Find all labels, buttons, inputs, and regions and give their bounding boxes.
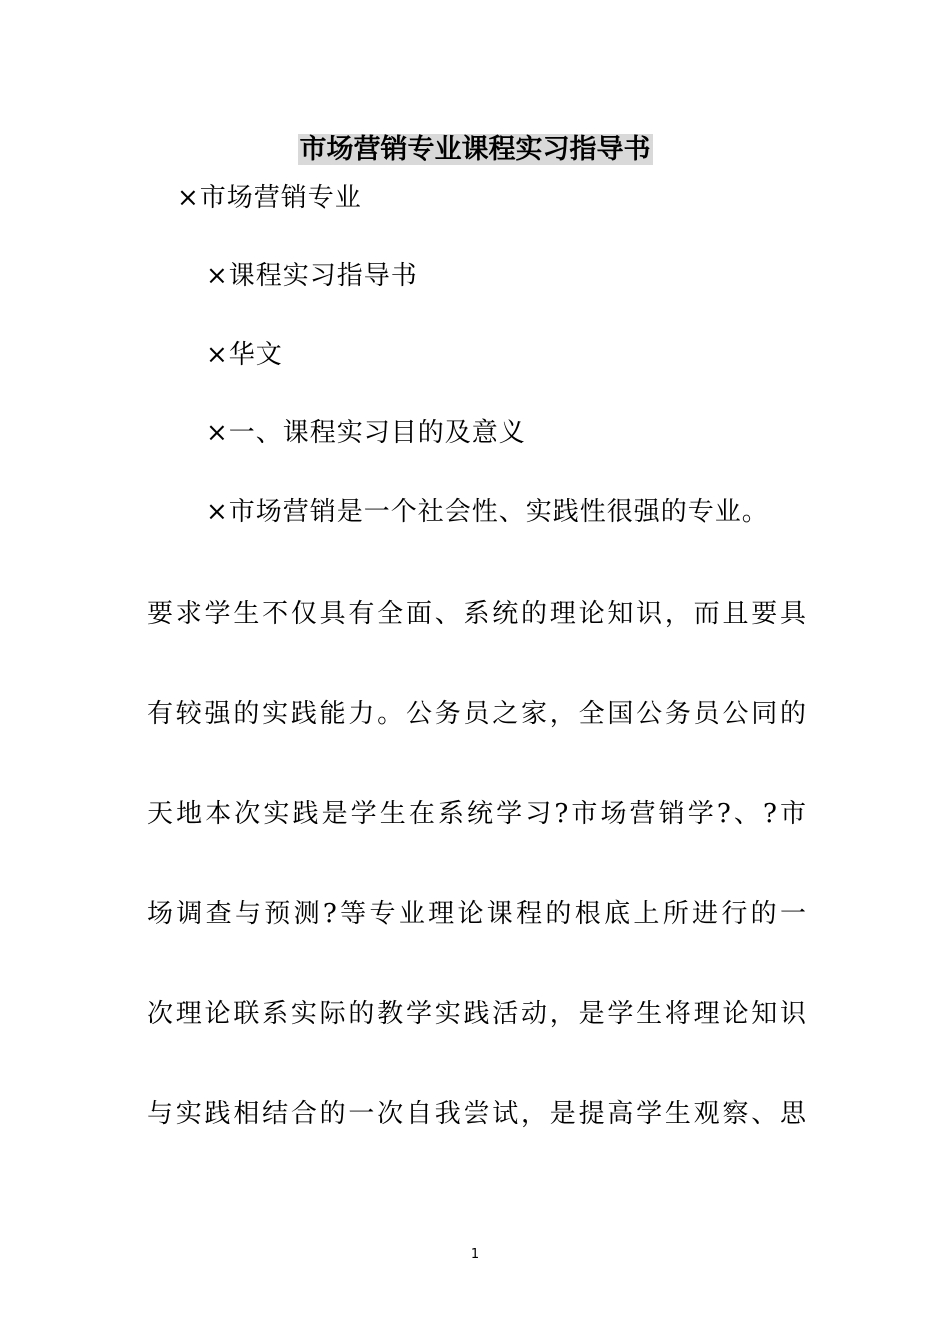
header-line-doc-type: ×课程实习指导书 bbox=[206, 261, 418, 291]
paragraph-line: 要求学生不仅具有全面、系统的理论知识，而且要具 bbox=[147, 599, 807, 629]
document-title bbox=[0, 130, 950, 170]
page-number: 1 bbox=[470, 1247, 480, 1262]
section-heading: ×一、课程实习目的及意义 bbox=[206, 418, 526, 448]
paragraph-line: 天地本次实践是学生在系统学习?市场营销学?、?市 bbox=[147, 799, 807, 829]
paragraph-line: 与实践相结合的一次自我尝试，是提高学生观察、思 bbox=[147, 1099, 807, 1129]
paragraph-line: 有较强的实践能力。公务员之家，全国公务员公同的 bbox=[147, 699, 807, 729]
header-line-major: ×市场营销专业 bbox=[177, 183, 362, 213]
paragraph-line: 次理论联系实际的教学实践活动，是学生将理论知识 bbox=[147, 999, 807, 1029]
document-title-text: 市场营销专业课程实习指导书 bbox=[299, 134, 651, 165]
paragraph-first-line: ×市场营销是一个社会性、实践性很强的专业。 bbox=[206, 497, 769, 527]
header-line-author: ×华文 bbox=[206, 340, 283, 370]
paragraph-line: 场调查与预测?等专业理论课程的根底上所进行的一 bbox=[147, 899, 807, 929]
